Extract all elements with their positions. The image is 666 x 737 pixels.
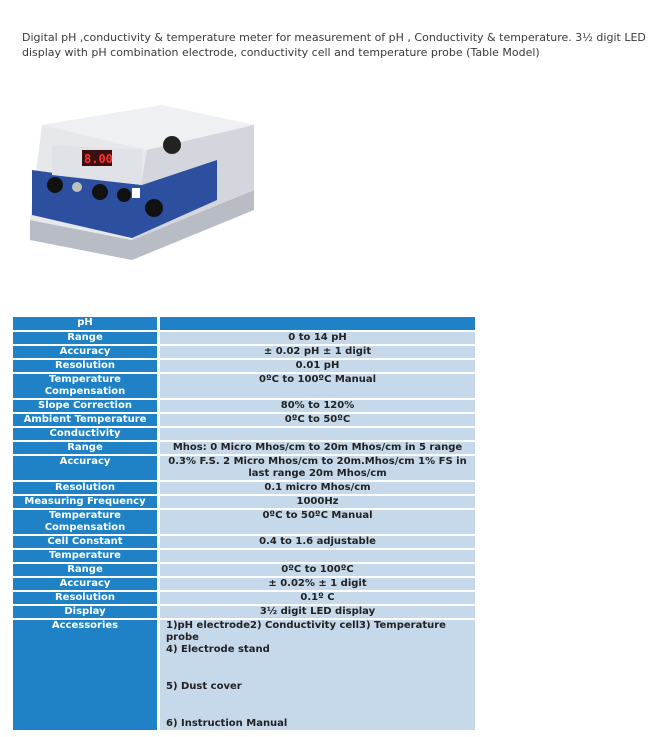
accessory-item: 4) Electrode stand	[166, 644, 270, 655]
spec-label: Ambient Temperature	[13, 414, 160, 428]
spec-row	[13, 414, 475, 428]
knob-4	[145, 199, 163, 217]
spec-label: Accuracy	[13, 578, 160, 592]
spec-value: 80% to 120%	[160, 400, 475, 414]
spec-value: 0ºC to 100ºC	[160, 564, 475, 578]
spec-value: 0.4 to 1.6 adjustable	[160, 536, 475, 550]
spec-label: Temperature Compensation	[13, 510, 160, 536]
spec-value: ± 0.02 pH ± 1 digit	[160, 346, 475, 360]
spec-row	[13, 606, 475, 620]
spec-section-temperature: Temperature	[13, 550, 160, 564]
product-description: Digital pH ,conductivity & temperature meter for measurement of pH , Conductivity & temperature. 3½ digit LED display with pH combination electrode, conductivity cell and temperature probe (Table Model)	[22, 31, 646, 59]
spec-label: Resolution	[13, 592, 160, 606]
spec-value: 0.3% F.S. 2 Micro Mhos/cm to 20m.Mhos/cm 1% FS in last range 20m Mhos/cm	[160, 456, 475, 482]
spec-row-conductivity-header	[13, 428, 475, 442]
accessory-item: 6) Instruction Manual	[166, 718, 288, 729]
spec-row	[13, 400, 475, 414]
spec-row	[13, 360, 475, 374]
knob-top	[163, 136, 181, 154]
spec-value: Mhos: 0 Micro Mhos/cm to 20m Mhos/cm in 5 range	[160, 442, 475, 456]
spec-section-conductivity: Conductivity	[13, 428, 160, 442]
spec-value: 1000Hz	[160, 496, 475, 510]
knob-5	[72, 182, 82, 192]
spec-value: 0ºC to 100ºC Manual	[160, 374, 475, 400]
spec-value: 0.01 pH	[160, 360, 475, 374]
spec-row	[13, 442, 475, 456]
spec-row	[13, 482, 475, 496]
spec-label: Resolution	[13, 482, 160, 496]
spec-label: Range	[13, 332, 160, 346]
spec-label: Measuring Frequency	[13, 496, 160, 510]
spec-table	[13, 317, 475, 732]
spec-row	[13, 564, 475, 578]
spec-row	[13, 592, 475, 606]
led-reading: 8.00	[84, 152, 113, 166]
spec-row-ph-header	[13, 317, 475, 332]
spec-row	[13, 578, 475, 592]
knob-2	[92, 184, 108, 200]
spec-value: ± 0.02% ± 1 digit	[160, 578, 475, 592]
spec-value: 3½ digit LED display	[160, 606, 475, 620]
spec-row	[13, 510, 475, 536]
accessory-item: 1)pH electrode2) Conductivity cell3) Temperature probe	[166, 620, 446, 643]
spec-row	[13, 346, 475, 360]
spec-label: Cell Constant	[13, 536, 160, 550]
spec-row-accessories	[13, 620, 475, 732]
spec-value: 0ºC to 50ºC	[160, 414, 475, 428]
spec-label: Range	[13, 564, 160, 578]
spec-label: Accuracy	[13, 456, 160, 482]
accessory-item: 5) Dust cover	[166, 681, 242, 692]
spec-section-ph: pH	[13, 317, 160, 332]
spec-label: Slope Correction	[13, 400, 160, 414]
accessories-list	[160, 620, 475, 732]
spec-label: Resolution	[13, 360, 160, 374]
spec-row	[13, 496, 475, 510]
spec-value: 0ºC to 50ºC Manual	[160, 510, 475, 536]
knob-3	[117, 188, 131, 202]
product-photo	[22, 90, 262, 275]
knob-1	[47, 177, 63, 193]
spec-row	[13, 374, 475, 400]
spec-row	[13, 332, 475, 346]
spec-label: Display	[13, 606, 160, 620]
spec-value: 0.1 micro Mhos/cm	[160, 482, 475, 496]
spec-row-temperature-header	[13, 550, 475, 564]
spec-label: Temperature Compensation	[13, 374, 160, 400]
spec-value: 0.1º C	[160, 592, 475, 606]
spec-label: Accessories	[13, 620, 160, 732]
spec-value: 0 to 14 pH	[160, 332, 475, 346]
spec-row	[13, 536, 475, 550]
spec-label: Accuracy	[13, 346, 160, 360]
spec-row	[13, 456, 475, 482]
spec-label: Range	[13, 442, 160, 456]
